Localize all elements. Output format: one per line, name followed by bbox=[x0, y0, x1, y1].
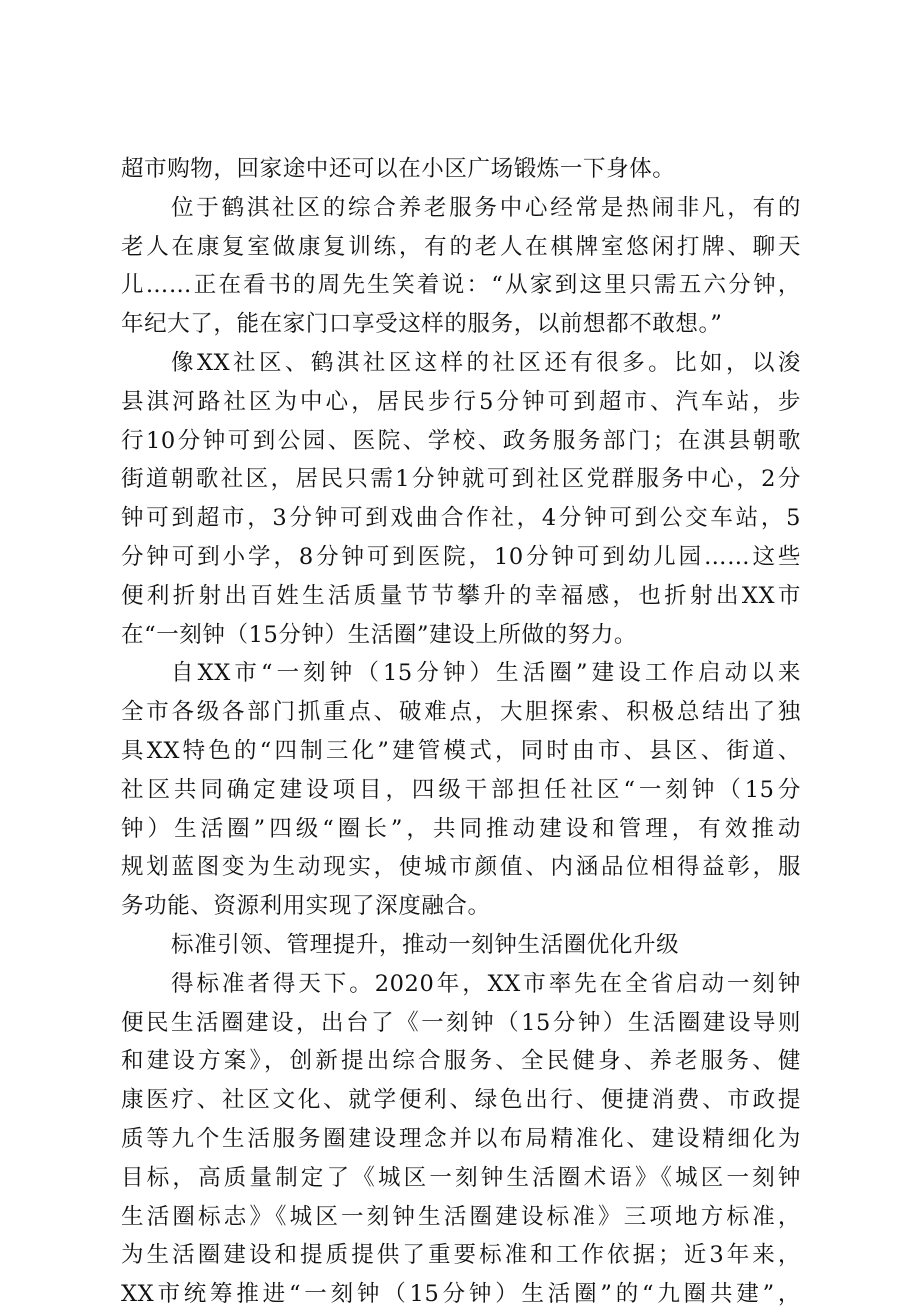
text-line: 分钟可到小学，8分钟可到医院，10分钟可到幼儿园……这些 bbox=[121, 543, 801, 570]
text-line: 和建设方案》，创新提出综合服务、全民健身、养老服务、健 bbox=[121, 1048, 801, 1075]
text-line: 街道朝歌社区，居民只需1分钟就可到社区党群服务中心，2分 bbox=[121, 466, 801, 493]
text-line: 行10分钟可到公园、医院、学校、政务服务部门；在淇县朝歌 bbox=[121, 427, 801, 454]
paragraph-first-line: 得标准者得天下。2020年，XX市率先在全省启动一刻钟 bbox=[171, 970, 801, 997]
text-line: 便民生活圈建设，出台了《一刻钟（15分钟）生活圈建设导则 bbox=[121, 1009, 801, 1036]
text-line: 生活圈标志》《城区一刻钟生活圈建设标准》三项地方标准， bbox=[121, 1203, 801, 1230]
text-line: 全市各级各部门抓重点、破难点，大胆探索、积极总结出了独 bbox=[121, 699, 801, 726]
text-line: 社区共同确定建设项目，四级干部担任社区“一刻钟（15分 bbox=[121, 776, 801, 803]
text-line: 质等九个生活服务圈建设理念并以布局精准化、建设精细化为 bbox=[121, 1125, 801, 1152]
text-line: 规划蓝图变为生动现实，使城市颜值、内涵品位相得益彰，服 bbox=[121, 854, 801, 881]
text-line: 县淇河路社区为中心，居民步行5分钟可到超市、汽车站，步 bbox=[121, 388, 801, 415]
text-line: XX市统筹推进“一刻钟（15分钟）生活圈”的“九圈共建”， bbox=[121, 1281, 801, 1308]
body-text bbox=[121, 150, 801, 1314]
text-line: 目标，高质量制定了《城区一刻钟生活圈术语》《城区一刻钟 bbox=[121, 1164, 801, 1191]
text-line: 儿……正在看书的周先生笑着说：“从家到这里只需五六分钟， bbox=[121, 272, 801, 299]
text-line: 超市购物，回家途中还可以在小区广场锻炼一下身体。 bbox=[121, 156, 676, 182]
paragraph-first-line: 像XX社区、鹤淇社区这样的社区还有很多。比如，以浚 bbox=[171, 349, 801, 376]
text-line: 为生活圈建设和提质提供了重要标准和工作依据；近3年来， bbox=[121, 1242, 801, 1269]
text-line: 钟）生活圈”四级“圈长”，共同推动建设和管理，有效推动 bbox=[121, 815, 801, 842]
paragraph-first-line: 位于鹤淇社区的综合养老服务中心经常是热闹非凡，有的 bbox=[171, 194, 801, 221]
text-line: 务功能、资源利用实现了深度融合。 bbox=[121, 893, 491, 920]
text-line: 康医疗、社区文化、就学便利、绿色出行、便捷消费、市政提 bbox=[121, 1087, 801, 1114]
text-line: 便利折射出百姓生活质量节节攀升的幸福感，也折射出XX市 bbox=[121, 582, 801, 609]
text-line: 具XX特色的“四制三化”建管模式，同时由市、县区、街道、 bbox=[121, 737, 801, 764]
section-heading: 标准引领、管理提升，推动一刻钟生活圈优化升级 bbox=[171, 931, 680, 958]
paragraph-first-line: 自XX市“一刻钟（15分钟）生活圈”建设工作启动以来 bbox=[171, 660, 801, 687]
text-line: 年纪大了，能在家门口享受这样的服务，以前想都不敢想。” bbox=[121, 311, 723, 338]
text-line: 在“一刻钟（15分钟）生活圈”建设上所做的努力。 bbox=[121, 621, 638, 648]
text-line: 钟可到超市，3分钟可到戏曲合作社，4分钟可到公交车站，5 bbox=[121, 505, 801, 532]
text-line: 老人在康复室做康复训练，有的老人在棋牌室悠闲打牌、聊天 bbox=[121, 233, 801, 260]
